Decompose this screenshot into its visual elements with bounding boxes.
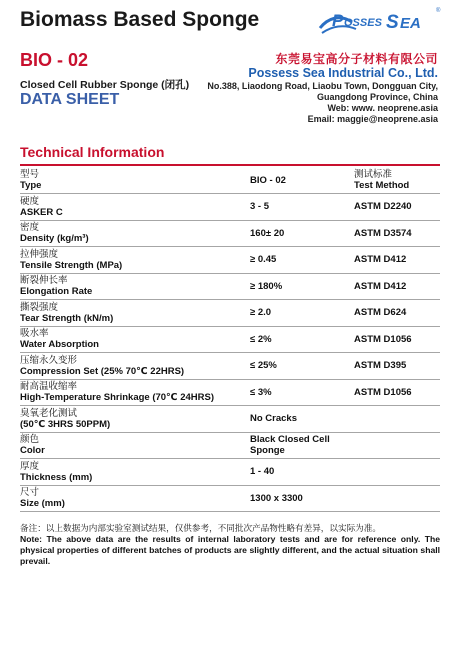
method-name: ASTM D1056 [354, 386, 412, 398]
method-name: ASTM D3574 [354, 227, 412, 239]
method-cell [354, 167, 440, 194]
method-name: ASTM D1056 [354, 333, 412, 345]
value-cell: ≤ 3% [250, 379, 354, 406]
svg-text:S: S [386, 12, 399, 33]
value-cell: Black Closed Cell Sponge [250, 432, 354, 459]
value-cell: ≥ 180% [250, 273, 354, 300]
method-cell [354, 353, 440, 380]
property-cell [20, 353, 250, 380]
property-cell [20, 485, 250, 512]
property-name-en: Density (kg/m³) [20, 233, 89, 245]
footnote-zh: 备注：以上数据为内部实验室测试结果，仅供参考，不同批次产品物性略有差异，以实际为准。 [20, 523, 381, 533]
method-cell [354, 273, 440, 300]
property-name-zh: 压缩永久变形 [20, 354, 78, 366]
property-name-en: Tear Strength (kN/m) [20, 312, 114, 324]
method-name: ASTM D412 [354, 254, 407, 266]
table-row [20, 379, 440, 406]
company-name-en: Possess Sea Industrial Co., Ltd. [248, 66, 438, 80]
table-row [20, 326, 440, 353]
section-divider [20, 164, 440, 166]
property-name-zh: 断裂伸长率 [20, 275, 68, 287]
footnote [20, 523, 440, 567]
property-name-en: High-Temperature Shrinkage (70℃ 24HRS) [20, 392, 214, 404]
property-name-en: Compression Set (25% 70℃ 22HRS) [20, 365, 185, 377]
svg-text:®: ® [436, 8, 441, 14]
method-cell [354, 194, 440, 221]
method-cell [354, 326, 440, 353]
property-cell [20, 326, 250, 353]
property-name-en: Type [20, 180, 42, 191]
value-cell: 1 - 40 [250, 459, 354, 486]
method-cell [354, 432, 440, 459]
method-name: ASTM D624 [354, 307, 407, 319]
property-name-en: Elongation Rate [20, 286, 93, 298]
table-row [20, 167, 440, 194]
property-cell [20, 167, 250, 194]
footnote-en: Note: The above data are the results of internal laboratory tests and are for reference only. The physical properties of different batches of products are slightly different, and the actual situation shall prevail. [20, 534, 440, 566]
method-cell [354, 485, 440, 512]
property-name-en: Water Absorption [20, 339, 99, 351]
property-name-zh: 厚度 [20, 460, 40, 472]
property-name-en: (50℃ 3HRS 50PPM) [20, 418, 111, 430]
property-name-zh: 硬度 [20, 195, 40, 207]
doc-type: DATA SHEET [20, 91, 120, 108]
property-name-zh: 型号 [20, 169, 40, 180]
svg-text:OSSES: OSSES [344, 17, 382, 29]
value-cell: ≥ 2.0 [250, 300, 354, 327]
value-cell: 3 - 5 [250, 194, 354, 221]
company-address-line2: Guangdong Province, China [316, 92, 438, 102]
value-cell: 160± 20 [250, 220, 354, 247]
svg-text:P: P [332, 11, 344, 30]
page-title: Biomass Based Sponge [20, 8, 260, 31]
property-name-en: Thickness (mm) [20, 471, 93, 483]
method-name: Test Method [354, 180, 410, 191]
table-row [20, 247, 440, 274]
spec-table [20, 167, 440, 512]
table-row [20, 220, 440, 247]
property-name-zh: 撕裂强度 [20, 301, 59, 313]
property-name-zh: 尺寸 [20, 487, 40, 499]
table-row [20, 432, 440, 459]
property-cell [20, 220, 250, 247]
method-cell [354, 459, 440, 486]
svg-text:EA: EA [400, 15, 421, 32]
method-cell [354, 406, 440, 433]
property-cell [20, 406, 250, 433]
method-name: ASTM D395 [354, 360, 407, 372]
property-name-zh: 吸水率 [20, 328, 49, 340]
table-row [20, 194, 440, 221]
property-name-zh: 颜色 [20, 434, 40, 446]
method-header-zh: 测试标准 [354, 169, 393, 180]
property-name-en: Color [20, 445, 45, 457]
property-name-zh: 密度 [20, 222, 40, 234]
property-name-zh: 臭氧老化测试 [20, 407, 78, 419]
company-logo [318, 4, 446, 38]
property-cell [20, 432, 250, 459]
table-row [20, 459, 440, 486]
value-cell: No Cracks [250, 406, 354, 433]
company-info [207, 52, 438, 125]
property-name-zh: 拉伸强度 [20, 248, 59, 260]
method-cell [354, 379, 440, 406]
property-cell [20, 300, 250, 327]
method-cell [354, 247, 440, 274]
table-row [20, 273, 440, 300]
company-name-cn: 东莞易宝高分子材料有限公司 [275, 52, 438, 66]
property-cell [20, 379, 250, 406]
value-cell: ≤ 2% [250, 326, 354, 353]
company-email[interactable]: Email: maggie@neoprene.asia [307, 114, 438, 124]
property-name-en: ASKER C [20, 206, 63, 218]
property-name-en: Size (mm) [20, 498, 65, 510]
value-cell: ≥ 0.45 [250, 247, 354, 274]
company-web[interactable]: Web: www. neoprene.asia [327, 103, 438, 113]
property-name-zh: 耐高温收缩率 [20, 381, 78, 393]
property-name-en: Tensile Strength (MPa) [20, 259, 123, 271]
method-name: ASTM D2240 [354, 201, 412, 213]
method-name: ASTM D412 [354, 280, 407, 292]
value-cell: BIO - 02 [250, 167, 354, 194]
product-code: BIO - 02 [20, 50, 89, 70]
table-row [20, 485, 440, 512]
method-cell [354, 220, 440, 247]
value-cell: ≤ 25% [250, 353, 354, 380]
value-cell: 1300 x 3300 [250, 485, 354, 512]
property-cell [20, 459, 250, 486]
property-cell [20, 194, 250, 221]
table-row [20, 353, 440, 380]
property-cell [20, 273, 250, 300]
method-cell [354, 300, 440, 327]
company-address-line1: No.388, Liaodong Road, Liaobu Town, Dongguan City, [207, 81, 438, 91]
property-cell [20, 247, 250, 274]
product-subtitle: Closed Cell Rubber Sponge (闭孔) [20, 79, 190, 91]
table-row [20, 300, 440, 327]
table-row [20, 406, 440, 433]
section-title: Technical Information [20, 144, 165, 160]
